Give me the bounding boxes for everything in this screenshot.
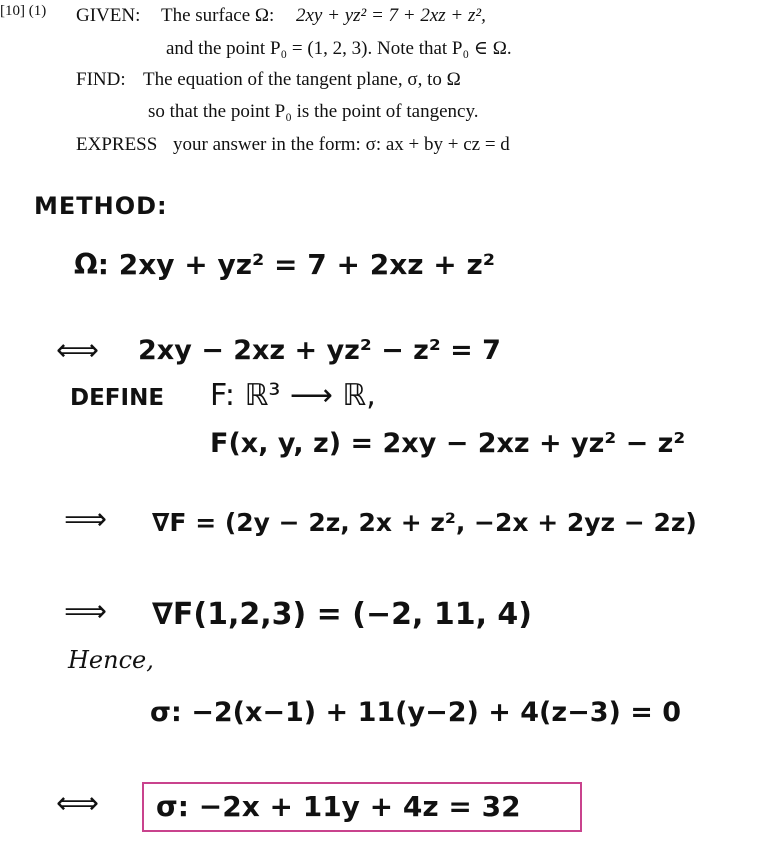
tangent-plane-point-normal: σ: −2(x−1) + 11(y−2) + 4(z−3) = 0 bbox=[150, 697, 682, 728]
step-rearrange-arrow: ⟺ bbox=[56, 333, 100, 368]
express-text: your answer in the form: σ: ax + by + cz = d bbox=[173, 134, 510, 155]
gradient-equation: ∇F = (2y − 2z, 2x + z², −2x + 2yz − 2z) bbox=[152, 508, 697, 537]
final-arrow: ⟺ bbox=[56, 786, 100, 821]
find-label: FIND: bbox=[76, 69, 126, 90]
gradient-at-point-arrow: ⟹ bbox=[64, 594, 108, 629]
step-rearranged-equation: 2xy − 2xz + yz² − z² = 7 bbox=[138, 335, 501, 366]
find-line-2: so that the point P₀ is the point of tangency. bbox=[148, 101, 479, 122]
step-surface-equation: Ω: 2xy + yz² = 7 + 2xz + z² bbox=[74, 248, 496, 281]
hence-label: Hence, bbox=[68, 646, 154, 674]
define-map: F: ℝ³ ⟶ ℝ, bbox=[210, 378, 376, 413]
final-answer: σ: −2x + 11y + 4z = 32 bbox=[156, 790, 521, 823]
define-function: F(x, y, z) = 2xy − 2xz + yz² − z² bbox=[210, 428, 686, 459]
gradient-arrow: ⟹ bbox=[64, 502, 108, 537]
define-label: DEFINE bbox=[70, 385, 165, 411]
given-label: GIVEN: bbox=[76, 5, 141, 26]
given-equation: 2xy + yz² = 7 + 2xz + z², bbox=[296, 5, 486, 26]
find-line-1: The equation of the tangent plane, σ, to Ω bbox=[143, 69, 461, 90]
express-label: EXPRESS bbox=[76, 134, 158, 155]
method-label: METHOD: bbox=[34, 192, 168, 220]
given-surface-text: The surface Ω: bbox=[161, 5, 275, 26]
gradient-at-point: ∇F(1,2,3) = (−2, 11, 4) bbox=[152, 597, 532, 632]
problem-number: [10] (1) bbox=[0, 3, 47, 19]
given-point-line: and the point P₀ = (1, 2, 3). Note that P₀ ∈ Ω. bbox=[166, 38, 512, 59]
